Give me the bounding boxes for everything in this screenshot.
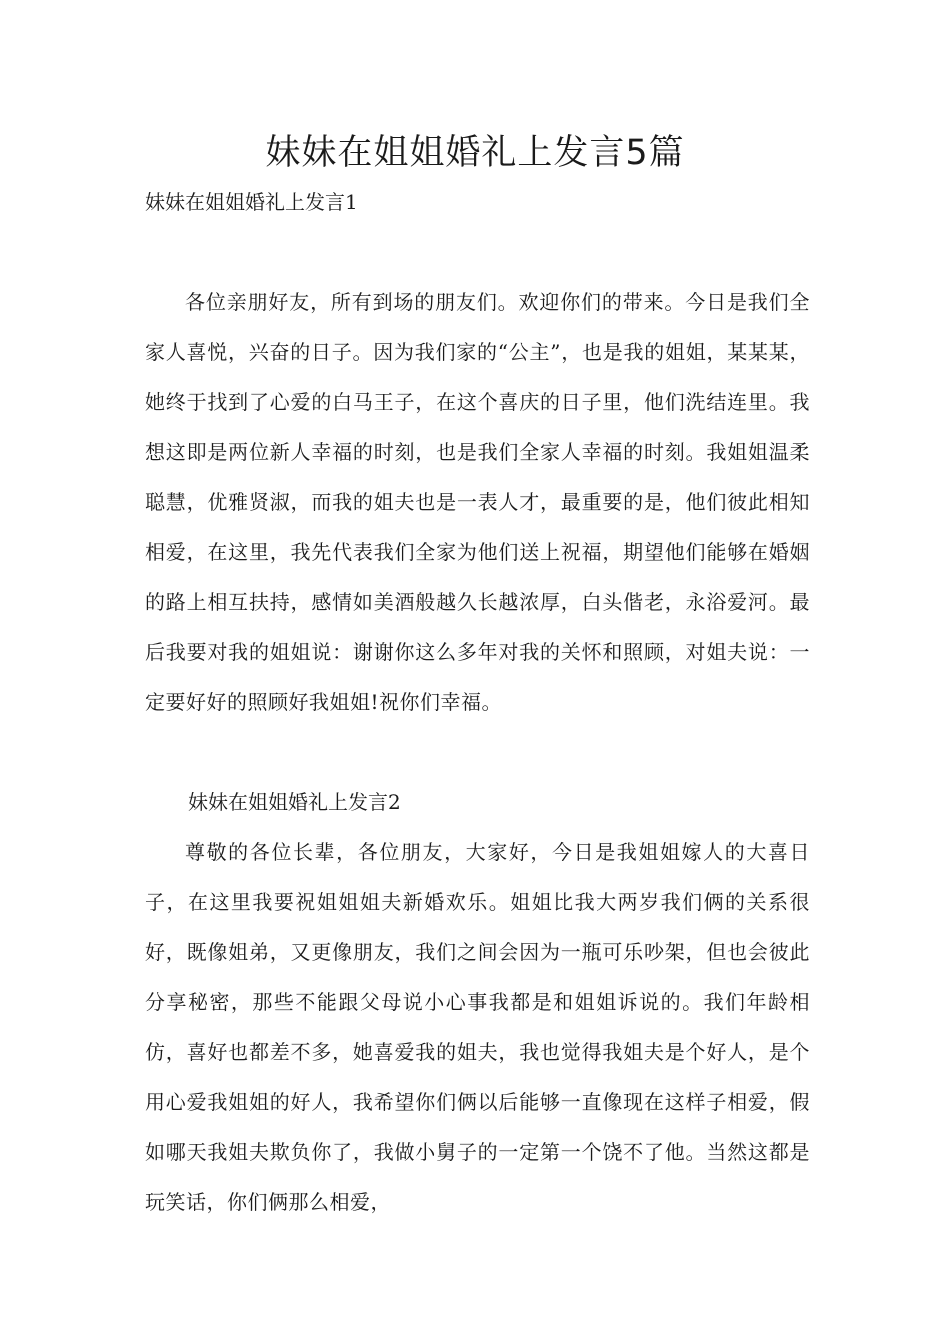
speech-paragraph-1: 各位亲朋好友，所有到场的朋友们。欢迎你们的带来。今日是我们全家人喜悦，兴奋的日子。因为我们家的“公主”，也是我的姐姐，某某某，她终于找到了心爱的白马王子，在这个喜庆的日子里，他们洗结连里。我想这即是两位新人幸福的时刻，也是我们全家人幸福的时刻。我姐姐温柔聪慧，优雅贤淑，而我的姐夫也是一表人才，最重要的是，他们彼此相知相爱，在这里，我先代表我们全家为他们送上祝福，期望他们能够在婚姻的路上相互扶持，感情如美酒般越久长越浓厚，白头偕老，永浴爱河。最后我要对我的姐姐说：谢谢你这么多年对我的关怀和照顾，对姐夫说：一定要好好的照顾好我姐姐!祝你们幸福。 [145,290,810,714]
document-subtitle: 妹妹在姐姐婚礼上发言1 [145,190,358,214]
section-heading-2: 妹妹在姐姐婚礼上发言2 [188,790,401,814]
document-title: 妹妹在姐姐婚礼上发言5篇 [265,133,685,173]
speech-paragraph-2: 尊敬的各位长辈，各位朋友，大家好，今日是我姐姐嫁人的大喜日子，在这里我要祝姐姐姐夫新婚欢乐。姐姐比我大两岁我们俩的关系很好，既像姐弟，又更像朋友，我们之间会因为一瓶可乐吵架，但也会彼此分享秘密，那些不能跟父母说小心事我都是和姐姐诉说的。我们年龄相仿，喜好也都差不多，她喜爱我的姐夫，我也觉得我姐夫是个好人，是个用心爱我姐姐的好人，我希望你们俩以后能够一直像现在这样子相爱，假如哪天我姐夫欺负你了，我做小舅子的一定第一个饶不了他。当然这都是玩笑话，你们俩那么相爱， [145,840,810,1214]
